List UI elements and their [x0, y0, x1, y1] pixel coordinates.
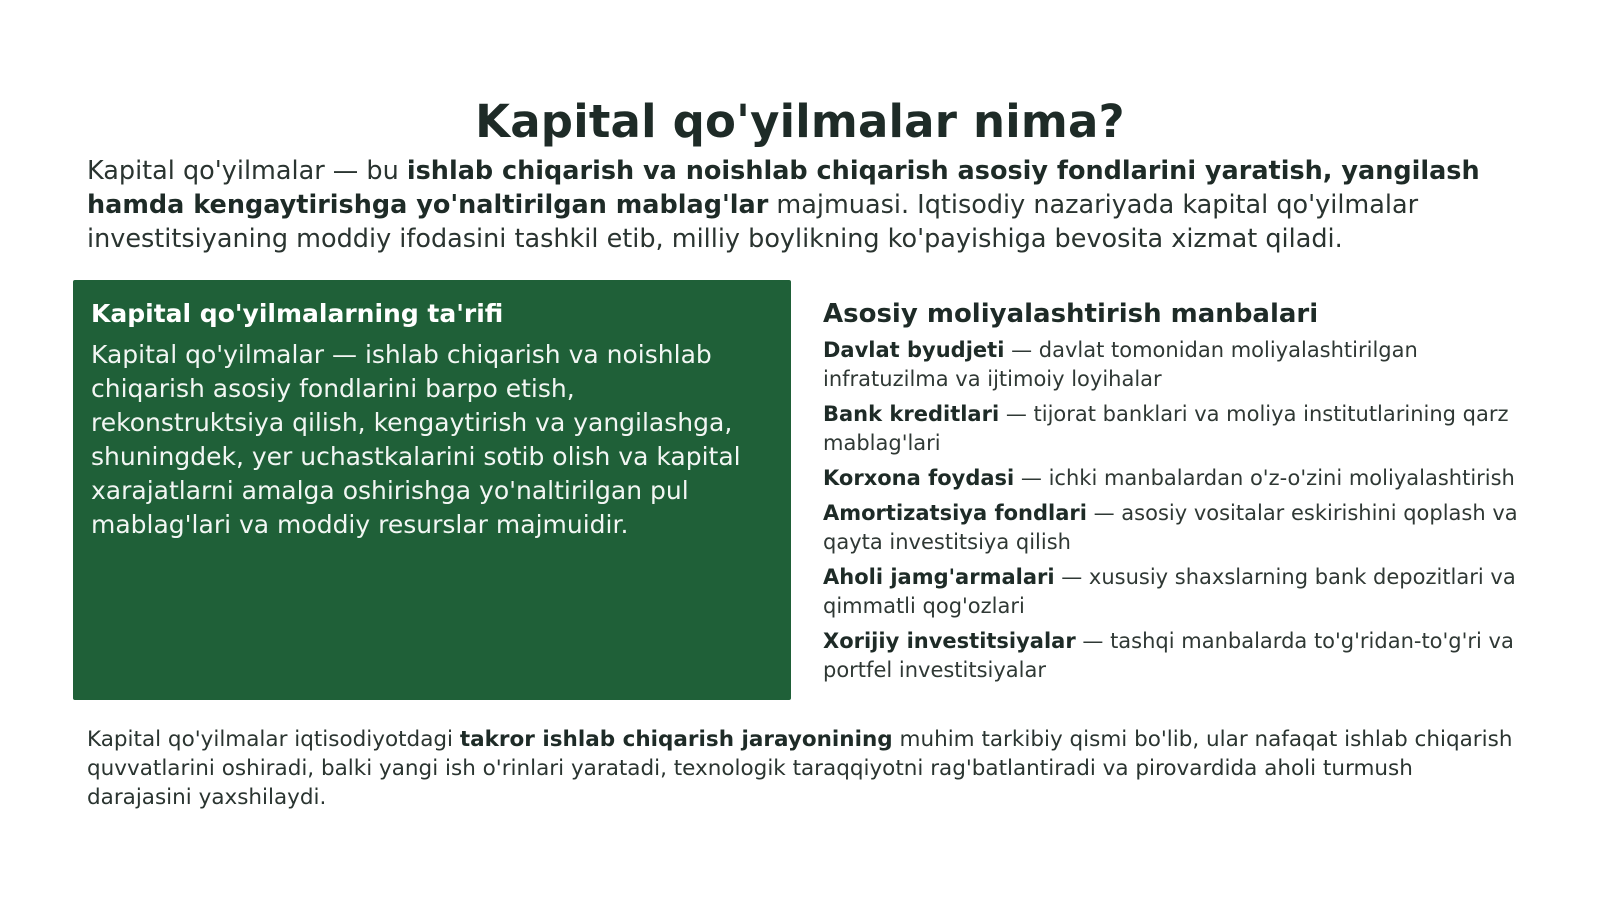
source-name: Korxona foydasi	[823, 466, 1015, 490]
intro-paragraph	[87, 154, 1527, 256]
conclusion-paragraph	[87, 725, 1517, 812]
source-name: Amortizatsiya fondlari	[823, 501, 1087, 525]
source-item	[823, 563, 1523, 621]
source-name: Bank kreditlari	[823, 402, 1000, 426]
slide-title: Kapital qo'yilmalar nima?	[475, 95, 1125, 148]
source-description: — tashqi manbalarda to'g'ridan-to'g'ri va portfel investitsiyalar	[823, 629, 1514, 682]
conclusion-text-end: muhim tarkibiy qismi bo'lib, ular nafaqat ishlab chiqarish quvvatlarini oshiradi, balki yangi ish o'rinlari yaratadi, texnologik taraqqiyotni rag'batlantiradi va pirovardida aholi turmush darajasini yaxshilaydi.	[87, 727, 1513, 810]
definition-title: Kapital qo'yilmalarning ta'rifi	[91, 299, 504, 328]
intro-text-start: Kapital qo'yilmalar — bu	[87, 156, 407, 186]
source-description: — davlat tomonidan moliyalashtirilgan infratuzilma va ijtimoiy loyihalar	[823, 338, 1418, 391]
conclusion-text-start: Kapital qo'yilmalar iqtisodiyotdagi	[87, 727, 460, 752]
intro-text-bold: ishlab chiqarish va noishlab chiqarish asosiy fondlarini yaratish, yangilash hamda kengaytirishga yo'naltirilgan mablag'lar	[87, 156, 1480, 220]
source-name: Davlat byudjeti	[823, 338, 1005, 362]
source-name: Aholi jamg'armalari	[823, 565, 1055, 589]
source-name: Xorijiy investitsiyalar	[823, 629, 1076, 653]
funding-sources-section	[823, 296, 1523, 691]
source-item	[823, 499, 1523, 557]
source-item	[823, 336, 1523, 394]
definition-text: Kapital qo'yilmalar — ishlab chiqarish va noishlab chiqarish asosiy fondlarini barpo etish, rekonstruktsiya qilish, kengaytirish va yangilashga, shuningdek, yer uchastkalarini sotib olish va kapital xarajatlarni amalga oshirishga yo'naltirilgan pul mablag'lari va moddiy resurslar majmuidir.	[91, 340, 741, 539]
definition-card	[73, 280, 791, 700]
source-description: — ichki manbalardan o'z-o'zini moliyalashtirish	[1014, 466, 1515, 490]
source-description: — tijorat banklari va moliya institutlarining qarz mablag'lari	[823, 402, 1509, 455]
source-item	[823, 400, 1523, 458]
funding-sources-list	[823, 336, 1523, 685]
source-description: — xususiy shaxslarning bank depozitlari va qimmatli qog'ozlari	[823, 565, 1516, 618]
source-item	[823, 627, 1523, 685]
intro-text-end: majmuasi. Iqtisodiy nazariyada kapital qo'yilmalar investitsiyaning moddiy ifodasini tashkil etib, milliy boylikning ko'payishiga bevosita xizmat qiladi.	[87, 190, 1419, 254]
source-description: — asosiy vositalar eskirishini qoplash va qayta investitsiya qilish	[823, 501, 1518, 554]
source-item	[823, 464, 1523, 493]
conclusion-text-bold: takror ishlab chiqarish jarayonining	[459, 727, 893, 752]
funding-sources-title: Asosiy moliyalashtirish manbalari	[823, 299, 1319, 329]
